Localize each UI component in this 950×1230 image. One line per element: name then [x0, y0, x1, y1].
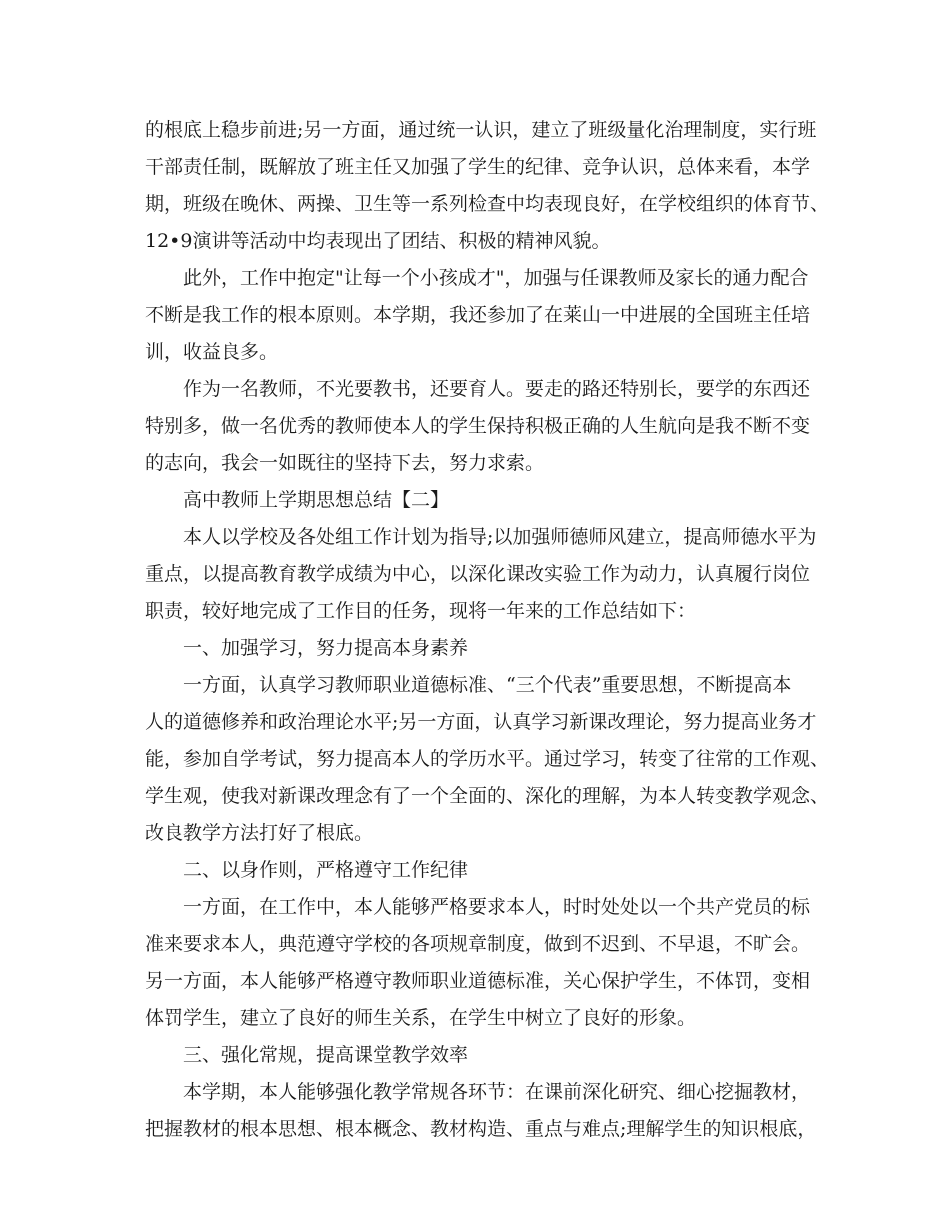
- text-line: 准来要求本人，典范遵守学校的各项规章制度，做到不迟到、不早退，不旷会。: [145, 933, 811, 955]
- text-line: 此外，工作中抱定"让每一个小孩成才"，加强与任课教师及家长的通力配合: [183, 267, 809, 289]
- text-line: 本学期，本人能够强化教学常规各环节：在课前深化研究、细心挖掘教材，: [183, 1081, 811, 1103]
- text-line: 的根底上稳步前进;另一方面，通过统一认识，建立了班级量化治理制度，实行班: [145, 119, 817, 141]
- subsection-heading: 二、以身作则，严格遵守工作纪律: [183, 859, 469, 881]
- text-line: 一方面，在工作中，本人能够严格要求本人，时时处处以一个共产党员的标: [183, 896, 811, 918]
- text-line: 的志向，我会一如既往的坚持下去，努力求索。: [145, 452, 545, 474]
- section-heading: 高中教师上学期思想总结【二】: [183, 489, 450, 511]
- text-line: 重点，以提高教育教学成绩为中心，以深化课改实验工作为动力，认真履行岗位: [145, 563, 811, 585]
- text-line: 本人以学校及各处组工作计划为指导;以加强师德师风建立，提高师德水平为: [183, 526, 817, 548]
- text-line: 能，参加自学考试，努力提高本人的学历水平。通过学习，转变了往常的工作观、: [145, 748, 830, 770]
- subsection-heading: 一、加强学习，努力提高本身素养: [183, 637, 469, 659]
- text-line: 训，收益良多。: [145, 341, 279, 363]
- text-line: 体罚学生，建立了良好的师生关系，在学生中树立了良好的形象。: [145, 1007, 697, 1029]
- subsection-heading: 三、强化常规，提高课堂教学效率: [183, 1044, 469, 1066]
- text-line: 人的道德修养和政治理论水平;另一方面，认真学习新课改理论，努力提高业务才: [145, 711, 817, 733]
- text-line: 特别多，做一名优秀的教师使本人的学生保持积极正确的人生航向是我不断不变: [145, 415, 811, 437]
- text-line: 一方面，认真学习教师职业道德标准、“三个代表”重要思想，不断提高本: [183, 674, 792, 696]
- text-line: 12•9演讲等活动中均表现出了团结、积极的精神风貌。: [145, 230, 611, 252]
- text-line: 学生观，使我对新课改理念有了一个全面的、深化的理解，为本人转变教学观念、: [145, 785, 830, 807]
- text-line: 改良教学方法打好了根底。: [145, 822, 374, 844]
- text-line: 职责，较好地完成了工作目的任务，现将一年来的工作总结如下：: [145, 600, 697, 622]
- text-line: 不断是我工作的根本原则。本学期，我还参加了在莱山一中进展的全国班主任培: [145, 304, 811, 326]
- text-line: 作为一名教师，不光要教书，还要育人。要走的路还特别长，要学的东西还: [183, 378, 811, 400]
- text-line: 另一方面，本人能够严格遵守教师职业道德标准，关心保护学生，不体罚，变相: [145, 970, 811, 992]
- text-line: 把握教材的根本思想、根本概念、教材构造、重点与难点;理解学生的知识根底，: [145, 1118, 817, 1140]
- text-line: 期，班级在晚休、两操、卫生等一系列检查中均表现良好，在学校组织的体育节、: [145, 193, 830, 215]
- text-line: 干部责任制，既解放了班主任又加强了学生的纪律、竞争认识，总体来看，本学: [145, 156, 811, 178]
